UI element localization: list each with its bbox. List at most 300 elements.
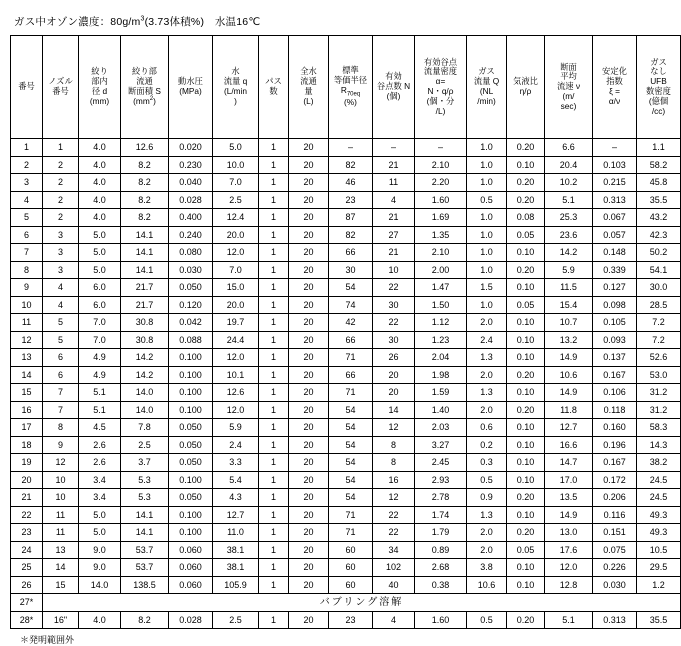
table-cell-c6: 1 [259,559,289,577]
table-row [11,279,681,297]
table-cell-c10: 2.03 [415,419,467,437]
table-cell-c10: 2.10 [415,244,467,262]
table-cell-c15: 43.2 [637,209,681,227]
table-cell-c11: 2.0 [467,401,507,419]
table-cell-c6: 1 [259,209,289,227]
table-cell-c10: – [415,139,467,157]
table-cell-c15: 7.2 [637,331,681,349]
table-cell-c3: 8.2 [121,209,169,227]
column-header-line: $R_{70eq}$ [340,84,361,98]
table-cell-c0: 26 [11,576,43,594]
table-cell-c6: 1 [259,419,289,437]
table-cell-c5: 19.7 [213,314,259,332]
table-cell-c7: 20 [289,226,329,244]
table-row [11,244,681,262]
table-row [11,174,681,192]
table-row [11,209,681,227]
table-cell-c4: 0.050 [169,279,213,297]
table-cell-c14: 0.106 [593,384,637,402]
table-cell-c1: 4 [43,279,79,297]
table-cell-c15: 38.2 [637,454,681,472]
table-cell-c12: 0.10 [507,244,545,262]
table-row-bubbling [11,594,681,612]
table-cell-c8: 66 [329,331,373,349]
table-cell-c2: 4.9 [79,366,121,384]
table-cell-c4: 0.100 [169,349,213,367]
table-cell-c9: 8 [373,436,415,454]
table-cell-c3: 8.2 [121,611,169,629]
table-cell-c4: 0.100 [169,401,213,419]
table-cell-c7: 20 [289,366,329,384]
table-cell-c9: 102 [373,559,415,577]
table-cell-c14: 0.067 [593,209,637,227]
table-cell-c14: 0.127 [593,279,637,297]
table-cell-c8: 74 [329,296,373,314]
table-cell-c13: 20.4 [545,156,593,174]
table-cell-c10: 1.47 [415,279,467,297]
column-header-line: 番号 [18,81,35,92]
column-header-5 [213,36,259,139]
table-cell-c11: 1.0 [467,174,507,192]
table-cell-c3: 8.2 [121,156,169,174]
table-cell-c3: 21.7 [121,296,169,314]
column-header-line: 絞り [91,66,108,77]
table-cell-c11: 0.5 [467,471,507,489]
table-row [11,384,681,402]
table-cell-c7: 20 [289,436,329,454]
table-cell-c6: 1 [259,401,289,419]
table-cell-c7: 20 [289,349,329,367]
table-cell-c7: 20 [289,454,329,472]
table-cell-c3: 14.1 [121,244,169,262]
table-cell-c0: 13 [11,349,43,367]
table-cell-c9: 11 [373,174,415,192]
table-cell-c0: 23 [11,524,43,542]
table-cell-c0: 15 [11,384,43,402]
table-cell-c13: 10.7 [545,314,593,332]
column-header-line: パス [265,76,282,87]
table-cell-c8: 54 [329,454,373,472]
table-cell-c15: 58.3 [637,419,681,437]
table-cell-c8: 54 [329,401,373,419]
table-cell-c12: 0.10 [507,576,545,594]
table-cell-c4: 0.028 [169,191,213,209]
table-cell-c14: 0.098 [593,296,637,314]
table-cell-c1: 7 [43,384,79,402]
table-cell-c5: 15.0 [213,279,259,297]
table-cell-c1: 11 [43,506,79,524]
table-cell-c4: 0.100 [169,366,213,384]
table-cell-c7: 20 [289,419,329,437]
table-cell-c7: 20 [289,314,329,332]
table-cell-c9: 22 [373,279,415,297]
table-cell-c12: 0.10 [507,454,545,472]
table-cell-c0: 22 [11,506,43,524]
table-cell-c0: 5 [11,209,43,227]
table-cell-c12: 0.20 [507,139,545,157]
table-cell-c5: 10.1 [213,366,259,384]
table-cell-c12: 0.08 [507,209,545,227]
table-cell-c4: 0.100 [169,471,213,489]
table-cell-c10: 2.00 [415,261,467,279]
table-cell-c8: 54 [329,279,373,297]
table-cell-c4: 0.050 [169,489,213,507]
table-cell-c12: 0.20 [507,191,545,209]
table-cell-c0: 17 [11,419,43,437]
column-header-line: N・q/ρ [427,86,454,96]
table-cell-c8: 60 [329,576,373,594]
table-cell-c14: 0.103 [593,156,637,174]
table-cell-c4: 0.050 [169,436,213,454]
table-cell-c6: 1 [259,366,289,384]
table-cell-c13: 13.2 [545,331,593,349]
table-cell-c6: 1 [259,576,289,594]
table-cell-c2: 4.0 [79,156,121,174]
table-cell-c6: 1 [259,541,289,559]
table-cell-c13: 5.1 [545,611,593,629]
table-cell-c0: 6 [11,226,43,244]
table-cell-c2: 7.0 [79,331,121,349]
footnote: ＊発明範囲外 [20,635,75,645]
table-cell-c2: 5.0 [79,524,121,542]
column-header-line: 水 [231,66,240,77]
table-cell-c15: 24.5 [637,471,681,489]
table-cell-c2: 4.0 [79,209,121,227]
table-cell-c1: 14 [43,559,79,577]
table-cell-c4: 0.400 [169,209,213,227]
column-header-line: 有効 [385,71,402,82]
table-cell-c10: 1.12 [415,314,467,332]
table-cell-c14: 0.118 [593,401,637,419]
table-cell-c1: 3 [43,244,79,262]
table-cell-c5: 5.4 [213,471,259,489]
table-row [11,331,681,349]
table-cell-c2: 5.0 [79,261,121,279]
table-cell-c5: 7.0 [213,174,259,192]
column-header-line: 流通 [136,75,153,86]
table-cell-c2: 5.0 [79,244,121,262]
table-cell-c0: 16 [11,401,43,419]
table-cell-c0: 1 [11,139,43,157]
table-cell-c14: 0.151 [593,524,637,542]
table-cell-c14: 0.030 [593,576,637,594]
column-header-8 [329,36,373,139]
table-cell-c7: 20 [289,261,329,279]
table-cell-c11: 0.9 [467,489,507,507]
column-header-line: (MPa) [179,86,202,96]
table-cell-c2: 3.4 [79,489,121,507]
table-cell-c9: 10 [373,261,415,279]
table-cell-c8: 71 [329,524,373,542]
table-cell-c9: 21 [373,156,415,174]
table-cell-c9: 20 [373,384,415,402]
table-cell-c14: – [593,139,637,157]
table-cell-c11: 2.4 [467,331,507,349]
table-cell-c15: 1.2 [637,576,681,594]
table-cell-c10: 1.74 [415,506,467,524]
table-cell-c9: 21 [373,209,415,227]
table-cell-c3: 14.1 [121,506,169,524]
table-cell-c1: 6 [43,366,79,384]
table-cell-c5: 12.6 [213,384,259,402]
table-cell-c4: 0.040 [169,174,213,192]
table-cell-c10: 1.60 [415,191,467,209]
table-row [11,541,681,559]
table-cell-c7: 20 [289,296,329,314]
table-cell-c11: 10.6 [467,576,507,594]
table-cell-c13: 17.0 [545,471,593,489]
column-header-line: 量 [304,86,313,96]
table-cell-c13: 23.6 [545,226,593,244]
table-cell-c5: 20.0 [213,296,259,314]
table-cell-c0: 3 [11,174,43,192]
table-cell-c8: 54 [329,471,373,489]
table-cell-c13: 14.9 [545,506,593,524]
table-cell-c8: 54 [329,419,373,437]
table-cell-c0: 21 [11,489,43,507]
table-cell-c7: 20 [289,489,329,507]
table-cell-c2: 5.0 [79,226,121,244]
column-header-6 [259,36,289,139]
table-cell-c6: 1 [259,471,289,489]
table-cell-c5: 5.9 [213,419,259,437]
table-header [11,36,681,139]
table-cell-c4: 0.230 [169,156,213,174]
table-cell-c14: 0.075 [593,541,637,559]
table-cell-c9: 20 [373,366,415,384]
table-cell-c1: 2 [43,209,79,227]
table-cell-c3: 3.7 [121,454,169,472]
table-cell-c7: 20 [289,559,329,577]
table-cell-c3: 14.0 [121,384,169,402]
table-cell-c13: 14.9 [545,384,593,402]
table-cell-c0: 12 [11,331,43,349]
table-cell-c0: 19 [11,454,43,472]
table-cell-c1: 3 [43,261,79,279]
table-cell-c15: 35.5 [637,191,681,209]
table-cell-c4: 0.028 [169,611,213,629]
table-row [11,314,681,332]
column-header-line: ガス [650,56,667,67]
table-cell-c3: 8.2 [121,174,169,192]
table-cell-c4: 0.050 [169,454,213,472]
table-cell-c14: 0.313 [593,611,637,629]
table-cell-c14: 0.339 [593,261,637,279]
table-cell-c2: 4.0 [79,191,121,209]
table-cell-c14: 0.167 [593,454,637,472]
column-header-3 [121,36,169,139]
table-cell-c7: 20 [289,541,329,559]
table-cell-c10: 1.40 [415,401,467,419]
table-cell-c10: 1.23 [415,331,467,349]
table-cell-c9: 12 [373,419,415,437]
table-cell-c7: 20 [289,279,329,297]
table-cell-c1: 6 [43,349,79,367]
table-cell-c10: 1.50 [415,296,467,314]
column-header-line: 指数 [606,76,623,87]
table-cell-c15: 58.2 [637,156,681,174]
table-cell-c14: 0.160 [593,419,637,437]
table-row [11,191,681,209]
column-header-line: 番号 [52,86,69,96]
table-cell-c13: 6.6 [545,139,593,157]
table-cell-c8: 46 [329,174,373,192]
column-header-line: 数密度 [646,86,671,96]
table-cell-c14: 0.196 [593,436,637,454]
table-cell-c5: 10.0 [213,156,259,174]
table-cell-c6: 1 [259,611,289,629]
table-cell-c14: 0.137 [593,349,637,367]
column-header-line: /min) [477,95,496,106]
table-cell-c13: 10.6 [545,366,593,384]
column-header-line: (L) [303,95,314,106]
table-cell-c10: 1.59 [415,384,467,402]
table-cell-c6: 1 [259,174,289,192]
table-cell-c1: 4 [43,296,79,314]
table-cell-c9: 4 [373,191,415,209]
table-cell-c3: 2.5 [121,436,169,454]
table-cell-c0: 11 [11,314,43,332]
column-header-line: 有効谷点 [423,56,458,67]
header-row [11,36,681,139]
table-cell-c2: 7.0 [79,314,121,332]
table-cell-c9: – [373,139,415,157]
table-cell-c11: 1.0 [467,261,507,279]
column-header-line: /L) [435,105,446,116]
table-cell-c10: 3.27 [415,436,467,454]
table-cell-c13: 13.5 [545,489,593,507]
table-row [11,401,681,419]
table-cell-c9: 30 [373,331,415,349]
table-cell-c2: 3.4 [79,471,121,489]
table-cell-c2: 9.0 [79,559,121,577]
table-cell-c4: 0.060 [169,541,213,559]
table-cell-c10: 2.93 [415,471,467,489]
table-cell-c6: 1 [259,139,289,157]
table-cell-c3: 138.5 [121,576,169,594]
table-cell-c7: 20 [289,244,329,262]
table-cell-c12: 0.10 [507,349,545,367]
table-cell-c8: 54 [329,436,373,454]
table-cell-c4: 0.120 [169,296,213,314]
table-cell-c15: 54.1 [637,261,681,279]
table-cell-c11: 1.3 [467,506,507,524]
table-cell-c9: 27 [373,226,415,244]
column-header-line: (mm) [89,95,110,106]
table-cell-c2: 4.5 [79,419,121,437]
column-header-line: 流量密度 [423,66,458,77]
table-cell-c9: 22 [373,524,415,542]
table-cell-c4: 0.100 [169,506,213,524]
table-cell-c12: 0.20 [507,524,545,542]
column-header-line: 絞り部 [132,66,157,77]
table-cell-c3: 5.3 [121,471,169,489]
table-cell-c6: 1 [259,244,289,262]
table-cell-c5: 3.3 [213,454,259,472]
table-cell-c14: 0.313 [593,191,637,209]
table-row [11,436,681,454]
table-cell-c10: 2.45 [415,454,467,472]
table-cell-c12: 0.10 [507,436,545,454]
table-cell-c13: 14.9 [545,349,593,367]
table-cell-c11: 3.8 [467,559,507,577]
table-cell-c2: 4.0 [79,139,121,157]
table-cell-c12: 0.10 [507,559,545,577]
table-cell-c12: 0.05 [507,541,545,559]
table-cell-c2: 4.0 [79,174,121,192]
table-cell-c15: 10.5 [637,541,681,559]
table-cell-c15: 42.3 [637,226,681,244]
column-header-12 [507,36,545,139]
column-header-line: (L/min [223,86,248,96]
table-cell-c13: 11.5 [545,279,593,297]
table-cell-c4: 0.100 [169,524,213,542]
table-cell-c6: 1 [259,191,289,209]
table-row-outside-scope [11,611,681,629]
table-cell-c4: 0.240 [169,226,213,244]
table-cell-c9: 16 [373,471,415,489]
column-header-line: 平均 [560,71,577,82]
table-cell-c5: 4.3 [213,489,259,507]
table-cell-c2: 5.1 [79,384,121,402]
table-cell-c1: 16" [43,611,79,629]
table-cell-c6: 1 [259,524,289,542]
table-cell-c5: 11.0 [213,524,259,542]
column-header-line: 全水 [300,66,317,77]
column-header-line: 安定化 [602,66,627,77]
table-cell-c12: 0.05 [507,296,545,314]
table-cell-c0: 4 [11,191,43,209]
table-cell-c15: 31.2 [637,384,681,402]
table-cell-c1: 9 [43,436,79,454]
table-cell-c5: 12.0 [213,349,259,367]
table-cell-c15: 45.8 [637,174,681,192]
table-cell-c3: 7.8 [121,419,169,437]
column-header-line: 断面 [560,61,577,72]
table-cell-c13: 14.2 [545,244,593,262]
column-header-line: (億個 [648,95,669,106]
table-cell-c6: 1 [259,489,289,507]
table-cell-c7: 20 [289,524,329,542]
table-cell-c14: 0.215 [593,174,637,192]
table-cell-c8: 42 [329,314,373,332]
table-cell-c7: 20 [289,611,329,629]
table-cell-c3: 14.2 [121,366,169,384]
table-cell-c13: 13.0 [545,524,593,542]
table-cell-c10: 2.78 [415,489,467,507]
table-cell-c12: 0.20 [507,611,545,629]
table-cell-c11: 0.6 [467,419,507,437]
table-cell-c1: 12 [43,454,79,472]
table-cell-c5: 12.7 [213,506,259,524]
column-header-line: 気液比 [513,76,538,87]
column-header-0 [11,36,43,139]
column-header-line: 流通 [300,76,317,87]
table-cell-c0: 18 [11,436,43,454]
table-cell-c1: 5 [43,314,79,332]
column-header-line: (個) [386,90,401,101]
table-cell-c2: 5.1 [79,401,121,419]
table-cell-c7: 20 [289,384,329,402]
table-cell-c1: 8 [43,419,79,437]
column-header-1 [43,36,79,139]
column-header-line: ξ = [609,86,620,96]
table-caption [14,14,630,29]
column-header-14 [593,36,637,139]
table-cell-c8: 30 [329,261,373,279]
table-cell-c9: 14 [373,401,415,419]
table-cell-c3: 14.0 [121,401,169,419]
